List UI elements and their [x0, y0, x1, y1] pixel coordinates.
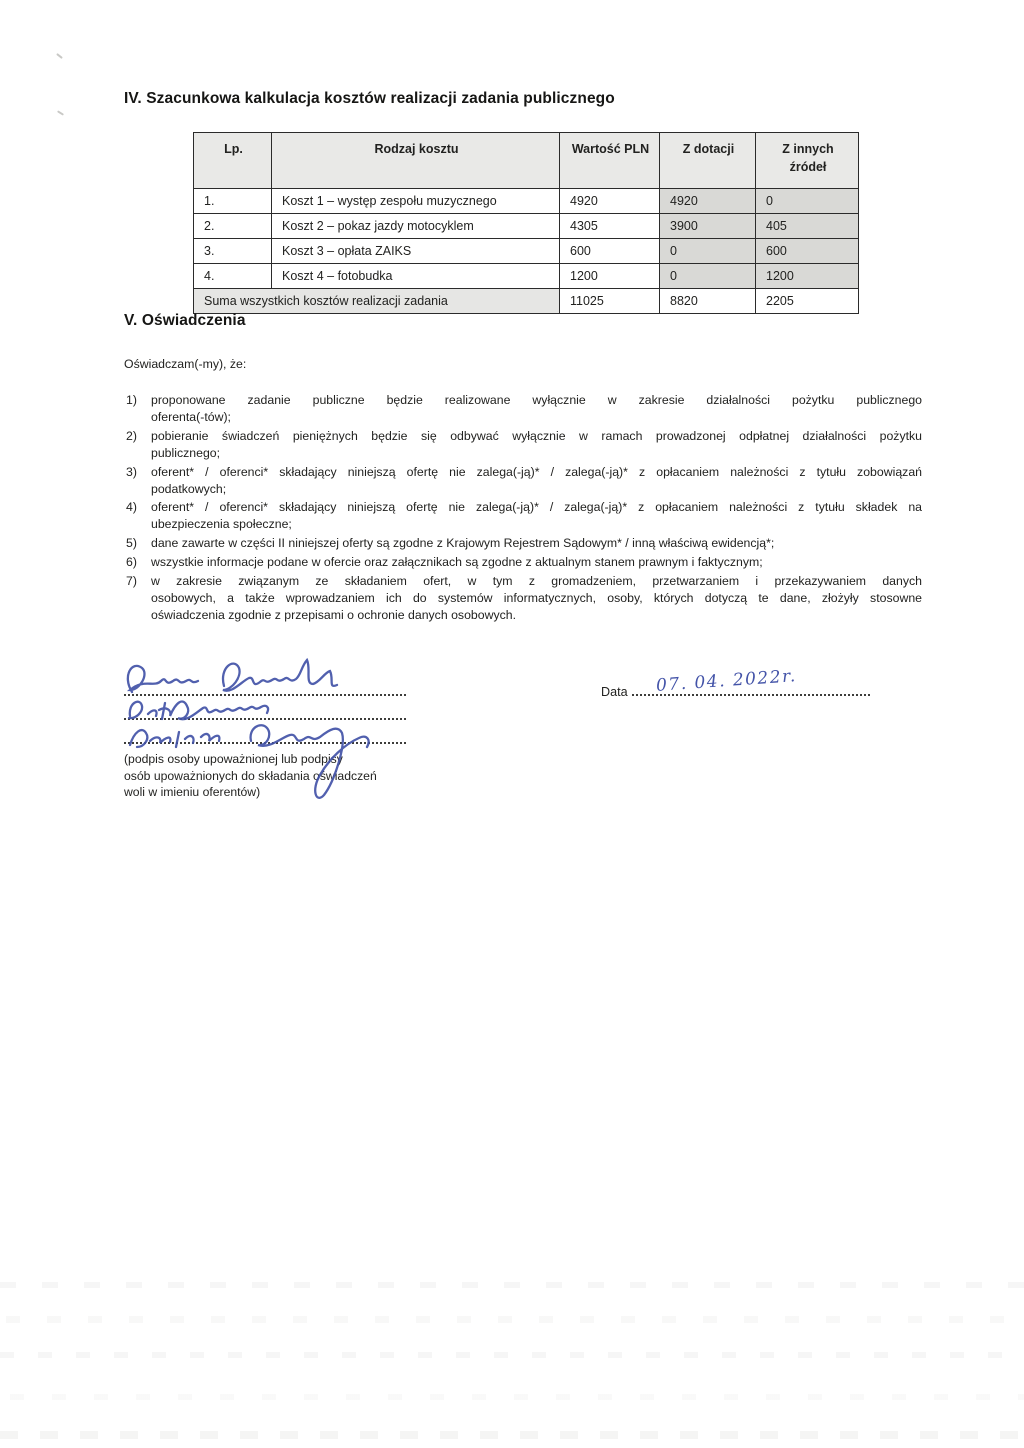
- cell-inne: 1200: [756, 264, 859, 289]
- table-row: [194, 264, 859, 289]
- cell-summary-inne: 2205: [756, 289, 859, 314]
- signature-block: [124, 650, 424, 801]
- list-item-text: wszystkie informacje podane w ofercie oraz załącznikach są zgodne z aktualnym stanem prawnym i faktycznym;: [151, 555, 763, 570]
- list-item-3: [124, 464, 922, 498]
- header-z-dotacji: Z dotacji: [660, 133, 756, 189]
- scan-artifact-mark: [56, 53, 63, 59]
- declarations-intro: Oświadczam(-my), że:: [124, 357, 247, 371]
- cell-wartosc: 600: [560, 239, 660, 264]
- list-item-number: 7): [126, 574, 137, 589]
- list-item-number: 6): [126, 555, 137, 570]
- cell-rodzaj: Koszt 4 – fotobudka: [272, 264, 560, 289]
- list-item-number: 5): [126, 536, 137, 551]
- table-row: [194, 189, 859, 214]
- list-item-text: proponowane zadanie publiczne będzie realizowane wyłącznie w zakresie działalności pożytku publicznego: [151, 393, 922, 407]
- cell-inne: 405: [756, 214, 859, 239]
- list-item-text: publicznego;: [151, 445, 221, 460]
- cell-wartosc: 4305: [560, 214, 660, 239]
- list-item-text: ubezpieczenia społeczne;: [151, 517, 292, 532]
- list-item-text: oferent* / oferenci* składający niniejszą ofertę nie zalega(-ją)* / zalega(-ją)* z opłacaniem należności z tytułu zobowiązań: [151, 464, 922, 479]
- cell-rodzaj: Koszt 3 – opłata ZAIKS: [272, 239, 560, 264]
- cell-rodzaj: Koszt 1 – występ zespołu muzycznego: [272, 189, 560, 214]
- cell-inne: 600: [756, 239, 859, 264]
- section-v-title: V. Oświadczenia: [124, 312, 246, 329]
- cell-summary-wartosc: 11025: [560, 289, 660, 314]
- header-z-innych-zrodel: Z innych źródeł: [756, 133, 859, 189]
- cell-rodzaj: Koszt 2 – pokaz jazdy motocyklem: [272, 214, 560, 239]
- scan-noise-band: [0, 1431, 1024, 1439]
- table-header-row: [194, 133, 859, 189]
- handwritten-date: 07. 04. 2022r.: [655, 666, 798, 696]
- scan-noise-band: [0, 1352, 1024, 1358]
- cell-dotacja: 0: [660, 264, 756, 289]
- declarations-list: [124, 392, 922, 626]
- list-item-text: w zakresie związanym ze składaniem ofert, w tym z gromadzeniem, przetwarzaniem i przekazywaniem danych: [151, 574, 922, 589]
- signature-dotted-line: [124, 720, 406, 744]
- cell-lp: 1.: [194, 189, 272, 214]
- list-item-number: 1): [126, 393, 137, 407]
- list-item-text: pobieranie świadczeń pieniężnych będzie się odbywać wyłącznie w ramach prowadzonej odpłatnej działalności pożytku: [151, 428, 922, 443]
- cell-inne: 0: [756, 189, 859, 214]
- date-label: Data: [601, 685, 628, 699]
- signature-dotted-line: [124, 650, 406, 696]
- cell-lp: 4.: [194, 264, 272, 289]
- cell-summary-label: Suma wszystkich kosztów realizacji zadania: [194, 289, 560, 314]
- cell-dotacja: 3900: [660, 214, 756, 239]
- list-item-text: podatkowych;: [151, 481, 227, 496]
- cell-dotacja: 0: [660, 239, 756, 264]
- list-item-2: [124, 428, 922, 462]
- cell-lp: 2.: [194, 214, 272, 239]
- header-rodzaj-kosztu: Rodzaj kosztu: [272, 133, 560, 189]
- list-item-text: oświadczenia zgodnie z przepisami o ochronie danych osobowych.: [151, 607, 517, 622]
- cell-dotacja: 4920: [660, 189, 756, 214]
- list-item-7: [124, 573, 922, 624]
- signature-caption-line: osób upoważnionych do składania oświadczeń: [124, 768, 377, 783]
- cost-estimate-table: [193, 132, 859, 314]
- signature-caption-line: (podpis osoby upoważnionej lub podpisy: [124, 752, 343, 766]
- list-item-text: oferent* / oferenci* składający niniejszą ofertę nie zalega(-ją)* / zalega(-ją)* z opłacaniem należności z tytułu składek na: [151, 500, 922, 515]
- header-lp: Lp.: [194, 133, 272, 189]
- cell-lp: 3.: [194, 239, 272, 264]
- list-item-5: [124, 535, 922, 552]
- scan-noise-band: [0, 1316, 1024, 1323]
- list-item-text: dane zawarte w części II niniejszej oferty są zgodne z Krajowym Rejestrem Sądowym* / inną właściwą ewidencją*;: [151, 536, 775, 551]
- cell-wartosc: 1200: [560, 264, 660, 289]
- list-item-6: [124, 554, 922, 571]
- list-item-text: osobowych, a także wprowadzaniem ich do systemów informatycznych, osoby, których dotyczą te dane, złożyły stosowne: [151, 590, 922, 605]
- scan-noise-band: [0, 1282, 1024, 1288]
- list-item-1: [124, 392, 922, 426]
- list-item-number: 3): [126, 464, 137, 479]
- list-item-4: [124, 499, 922, 533]
- table-row: [194, 214, 859, 239]
- signature-caption-line: woli w imieniu oferentów): [124, 785, 261, 799]
- signature-dotted-line: [124, 696, 406, 720]
- header-wartosc-pln: Wartość PLN: [560, 133, 660, 189]
- list-item-text: oferenta(-tów);: [151, 409, 231, 424]
- list-item-number: 2): [126, 428, 137, 443]
- cell-wartosc: 4920: [560, 189, 660, 214]
- scan-artifact-mark: [57, 110, 64, 115]
- list-item-number: 4): [126, 500, 137, 515]
- cell-summary-dotacja: 8820: [660, 289, 756, 314]
- signature-caption: [124, 751, 424, 801]
- table-row: [194, 239, 859, 264]
- table-summary-row: [194, 289, 859, 314]
- scan-noise-band: [0, 1394, 1024, 1400]
- section-iv-title: IV. Szacunkowa kalkulacja kosztów realizacji zadania publicznego: [124, 90, 615, 107]
- date-block: [601, 666, 870, 699]
